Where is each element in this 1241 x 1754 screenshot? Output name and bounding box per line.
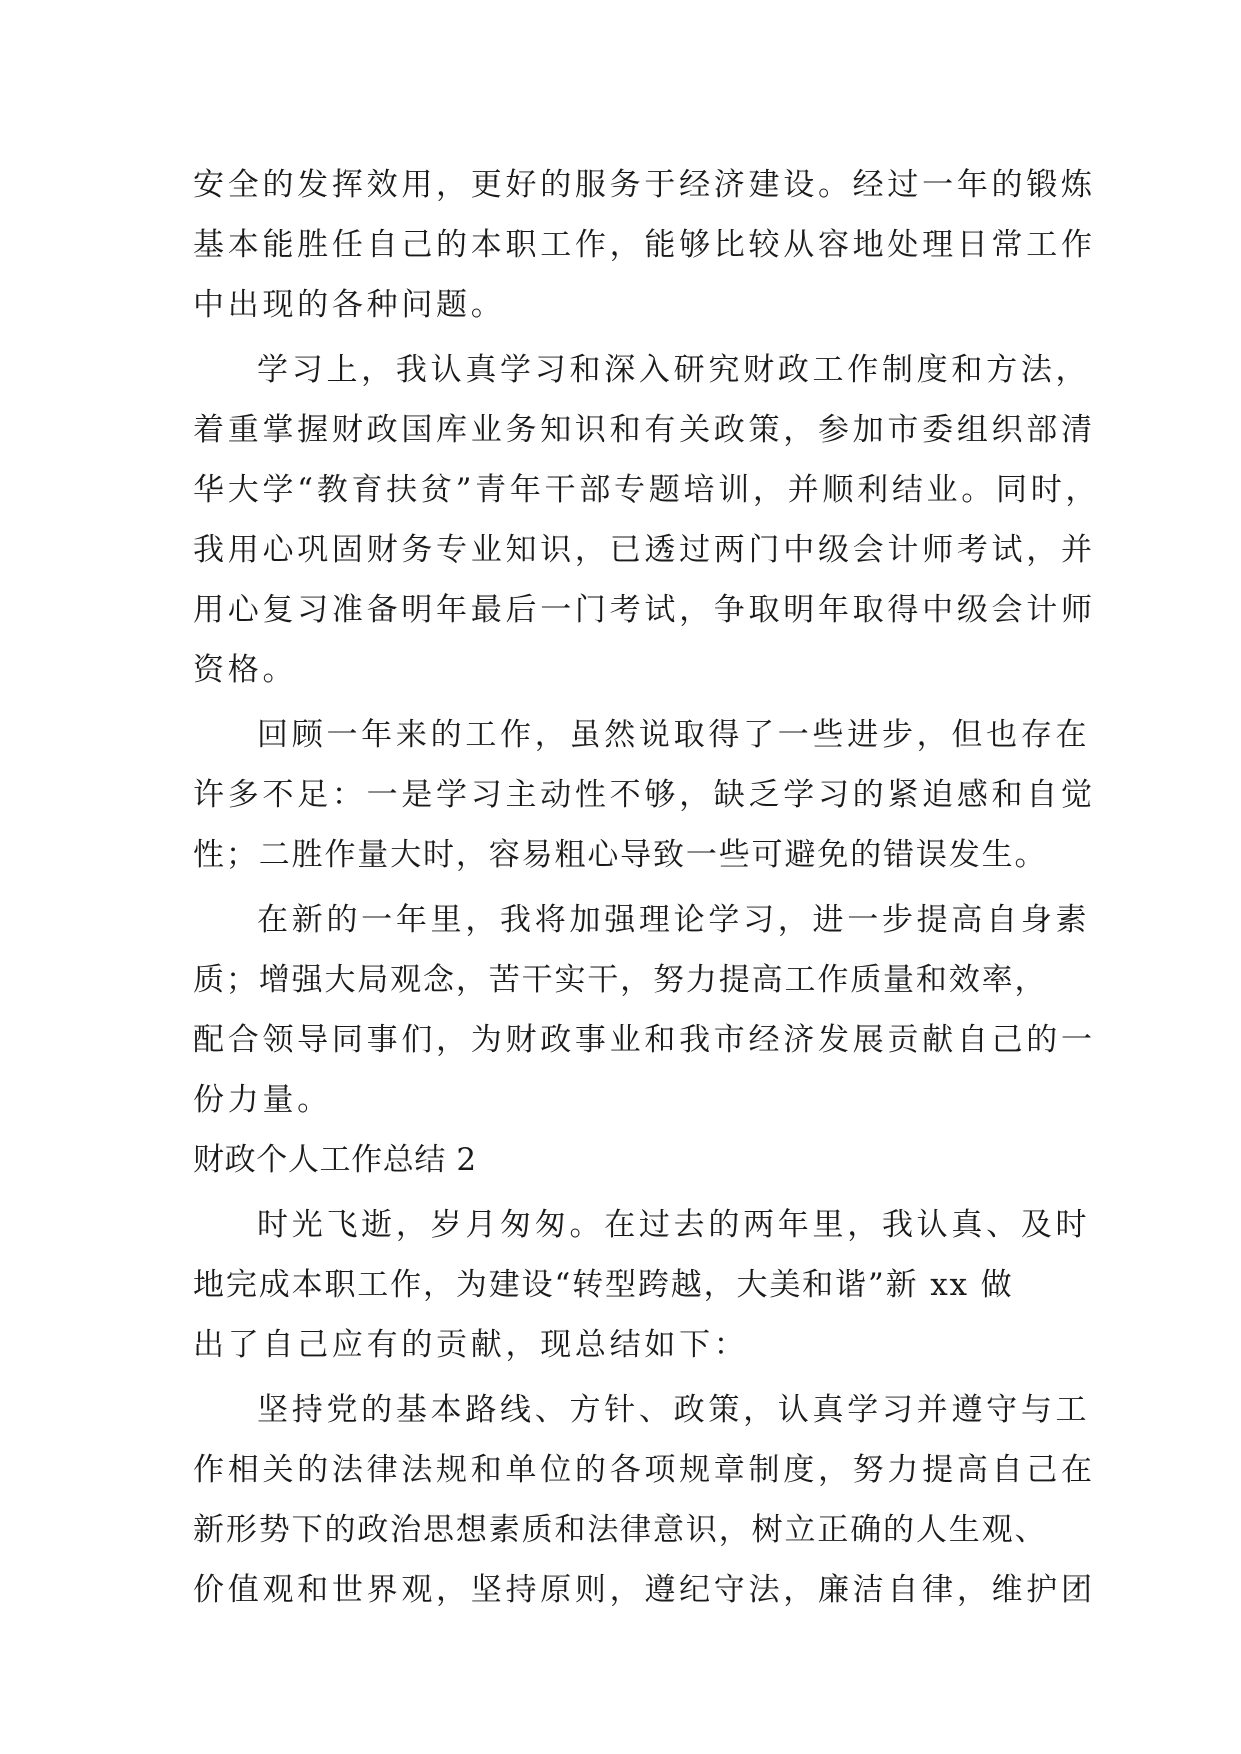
section-heading: 财政个人工作总结 2 [193, 1142, 477, 1178]
paragraph-line: 资格。 [193, 652, 298, 688]
paragraph-line: 份力量。 [193, 1082, 332, 1118]
paragraph-line: 在新的一年里，我将加强理论学习，进一步提高自身素 [257, 902, 1091, 938]
paragraph-line: 时光飞逝，岁月匆匆。在过去的两年里，我认真、及时 [257, 1207, 1091, 1243]
paragraph-line: 回顾一年来的工作，虽然说取得了一些进步，但也存在 [257, 717, 1091, 753]
paragraph-line: 配合领导同事们，为财政事业和我市经济发展贡献自己的一 [193, 1022, 1096, 1058]
paragraph-line: 价值观和世界观，坚持原则，遵纪守法，廉洁自律，维护团 [193, 1572, 1096, 1608]
paragraph-line: 学习上，我认真学习和深入研究财政工作制度和方法， [257, 352, 1091, 388]
paragraph-line: 作相关的法律法规和单位的各项规章制度，努力提高自己在 [193, 1452, 1096, 1488]
paragraph-line: 质；增强大局观念，苦干实干，努力提高工作质量和效率， [193, 962, 1048, 998]
paragraph-line: 华大学“教育扶贫”青年干部专题培训，并顺利结业。同时， [193, 472, 1101, 508]
paragraph-line: 坚持党的基本路线、方针、政策，认真学习并遵守与工 [257, 1392, 1091, 1428]
paragraph-line: 着重掌握财政国库业务知识和有关政策，参加市委组织部清 [193, 412, 1096, 448]
paragraph-line: 性；二胜作量大时，容易粗心导致一些可避免的错误发生。 [193, 837, 1048, 873]
paragraph-line: 新形势下的政治思想素质和法律意识，树立正确的人生观、 [193, 1512, 1048, 1548]
paragraph-line: 许多不足：一是学习主动性不够，缺乏学习的紧迫感和自觉 [193, 777, 1096, 813]
paragraph-line: 中出现的各种问题。 [193, 287, 506, 323]
paragraph-line: 地完成本职工作，为建设“转型跨越，大美和谐”新 xx 做 [193, 1267, 1014, 1303]
paragraph-line: 我用心巩固财务专业知识，已透过两门中级会计师考试，并 [193, 532, 1096, 568]
paragraph-line: 安全的发挥效用，更好的服务于经济建设。经过一年的锻炼 [193, 167, 1096, 203]
paragraph-line: 用心复习准备明年最后一门考试，争取明年取得中级会计师 [193, 592, 1096, 628]
paragraph-line: 出了自己应有的贡献，现总结如下： [193, 1327, 749, 1363]
paragraph-line: 基本能胜任自己的本职工作，能够比较从容地处理日常工作 [193, 227, 1096, 263]
